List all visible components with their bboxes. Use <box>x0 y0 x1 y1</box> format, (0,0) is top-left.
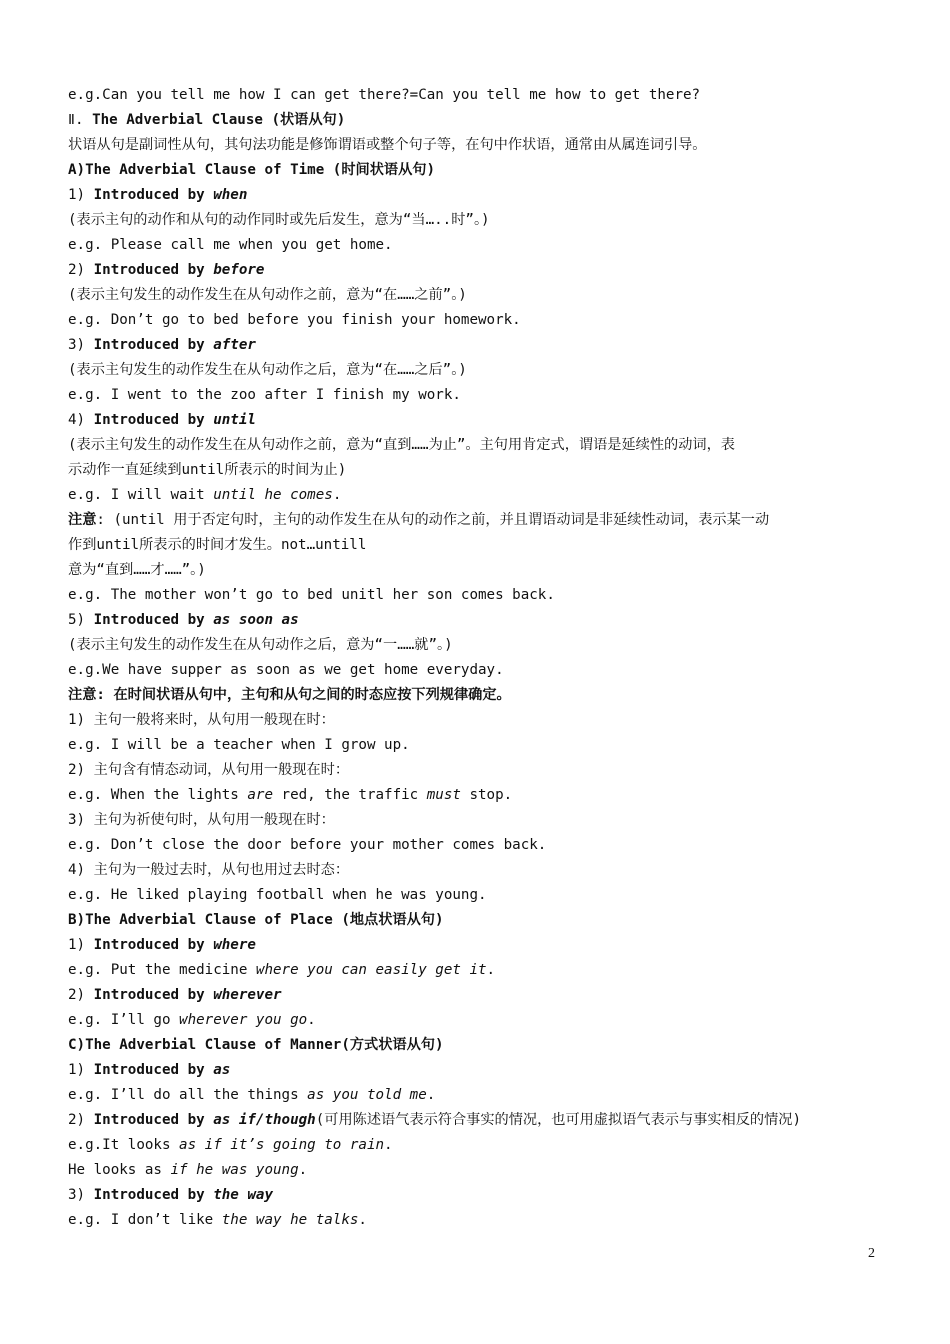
example-line: e.g.We have supper as soon as we get home everyday. <box>68 662 504 678</box>
text-line: 3) 主句为祈使句时，从句用一般现在时： <box>68 812 335 828</box>
example-line: e.g. I’ll go wherever you go. <box>68 1012 316 1028</box>
list-item: 2) Introduced by before <box>68 262 265 278</box>
text-line: 2) 主句含有情态动词，从句用一般现在时： <box>68 762 350 778</box>
example-line: e.g. I went to the zoo after I finish my work. <box>68 387 461 403</box>
list-item: 1) Introduced by as <box>68 1062 231 1078</box>
list-item: 2) Introduced by wherever <box>68 987 282 1003</box>
example-line: e.g. The mother won’t go to bed unitl her son comes back. <box>68 587 555 603</box>
example-line: e.g. I will wait until he comes. <box>68 487 342 503</box>
text-line: (表示主句发生的动作发生在从句动作之前，意为“在……之前”。) <box>68 287 467 303</box>
text-line: 1) 主句一般将来时，从句用一般现在时： <box>68 712 335 728</box>
text-line: 示动作一直延续到until所表示的时间为止) <box>68 462 347 478</box>
example-line: e.g. Put the medicine where you can easily get it. <box>68 962 496 978</box>
text-line: 作到until所表示的时间才发生。not…untill <box>68 537 367 553</box>
text-line: 意为“直到……才……”。) <box>68 562 206 578</box>
list-item: 2) Introduced by as if/though(可用陈述语气表示符合事实的情况，也可用虚拟语气表示与事实相反的情况) <box>68 1112 801 1128</box>
note-heading: 注意: 在时间状语从句中，主句和从句之间的时态应按下列规律确定。 <box>68 687 511 703</box>
subsection-heading: A)The Adverbial Clause of Time (时间状语从句) <box>68 162 435 178</box>
page-number: 2 <box>868 1246 875 1261</box>
example-line: e.g. I don’t like the way he talks. <box>68 1212 367 1228</box>
text-line: (表示主句发生的动作发生在从句动作之后，意为“在……之后”。) <box>68 362 467 378</box>
note-line: 注意: (until 用于否定句时，主句的动作发生在从句的动作之前，并且谓语动词是非延续性动词，表示某一动 <box>68 512 770 528</box>
example-line: e.g. Don’t go to bed before you finish your homework. <box>68 312 521 328</box>
example-line: e.g.It looks as if it’s going to rain. <box>68 1137 393 1153</box>
subsection-heading: C)The Adverbial Clause of Manner(方式状语从句) <box>68 1037 444 1053</box>
subsection-heading: B)The Adverbial Clause of Place (地点状语从句) <box>68 912 444 928</box>
list-item: 3) Introduced by after <box>68 337 256 353</box>
text-line: 状语从句是副词性从句，其句法功能是修饰谓语或整个句子等，在句中作状语，通常由从属连词引导。 <box>68 137 707 153</box>
text-line: (表示主句发生的动作发生在从句动作之后，意为“一……就”。) <box>68 637 453 653</box>
text-line: 4) 主句为一般过去时，从句也用过去时态： <box>68 862 350 878</box>
example-line: e.g. Don’t close the door before your mother comes back. <box>68 837 547 853</box>
list-item: 3) Introduced by the way <box>68 1187 274 1203</box>
list-item: 5) Introduced by as soon as <box>68 612 299 628</box>
text-line: (表示主句发生的动作发生在从句动作之前，意为“直到……为止”。主句用肯定式，谓语是延续性的动词，表 <box>68 437 735 453</box>
text-line: (表示主句的动作和从句的动作同时或先后发生，意为“当…..时”。) <box>68 212 490 228</box>
example-line: e.g. He liked playing football when he was young. <box>68 887 487 903</box>
example-line: e.g. When the lights are red, the traffic must stop. <box>68 787 513 803</box>
example-line: e.g. Please call me when you get home. <box>68 237 393 253</box>
example-line: e.g. I’ll do all the things as you told me. <box>68 1087 436 1103</box>
text-line: e.g.Can you tell me how I can get there?=Can you tell me how to get there? <box>68 87 701 103</box>
section-heading: Ⅱ. The Adverbial Clause (状语从句) <box>68 112 346 128</box>
list-item: 1) Introduced by when <box>68 187 248 203</box>
example-line: He looks as if he was young. <box>68 1162 308 1178</box>
example-line: e.g. I will be a teacher when I grow up. <box>68 737 410 753</box>
list-item: 1) Introduced by where <box>68 937 256 953</box>
list-item: 4) Introduced by until <box>68 412 256 428</box>
